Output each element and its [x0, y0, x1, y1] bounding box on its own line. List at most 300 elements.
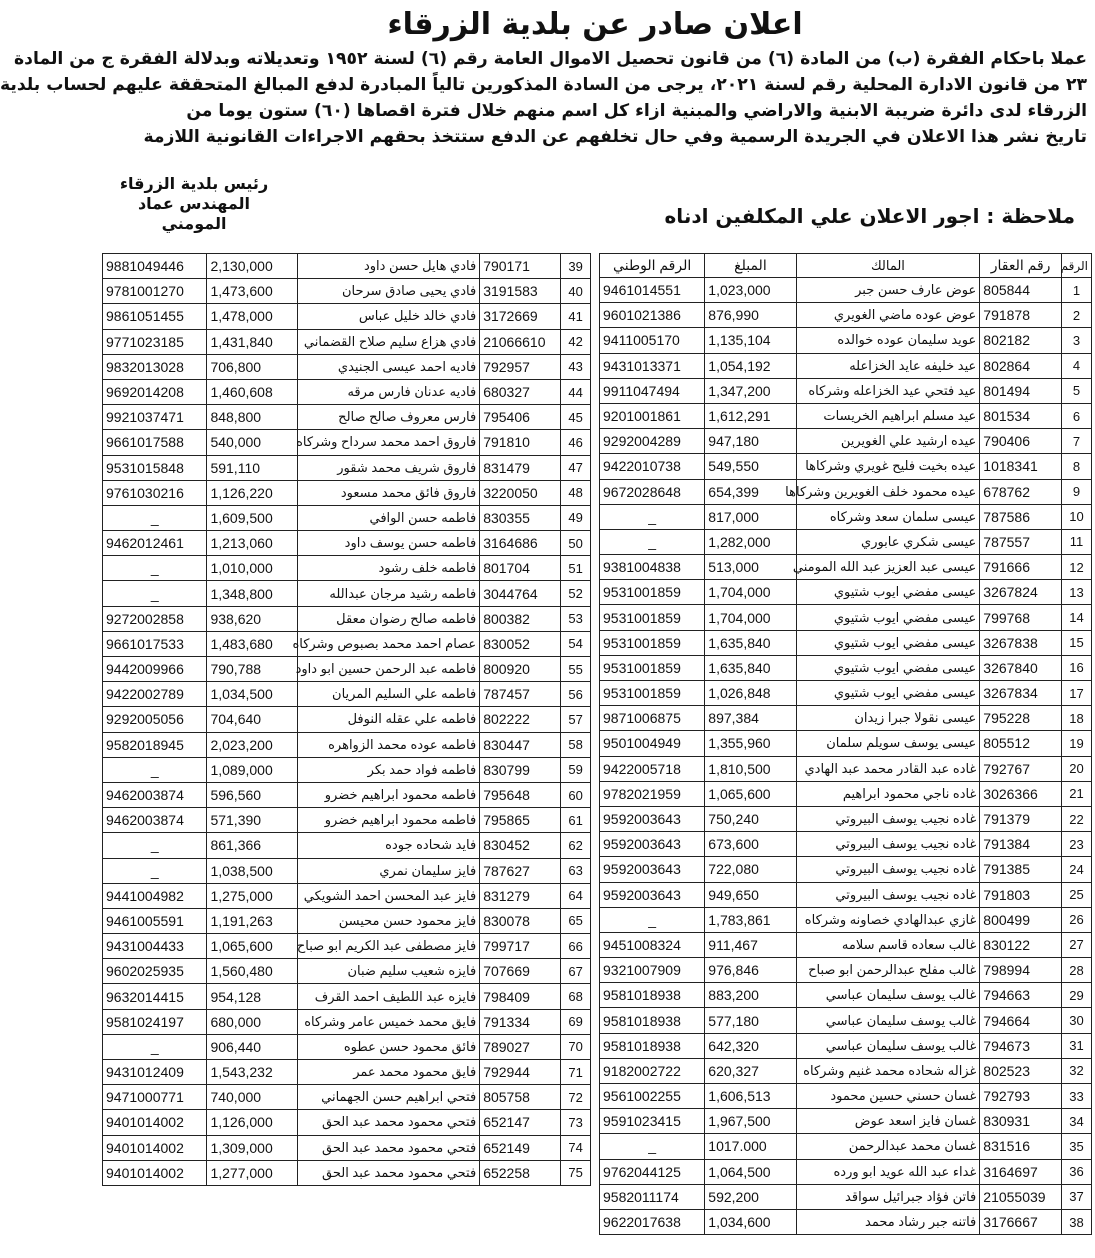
fees-note: ملاحظة : اجور الاعلان علي المكلفين ادناه [664, 204, 1075, 228]
property-number: 802864 [980, 353, 1062, 378]
national-id: 9531001859 [600, 630, 705, 655]
national-id: _ [600, 1134, 705, 1159]
table-row [600, 303, 1092, 328]
row-number: 17 [1061, 681, 1091, 706]
owner-name: غاده عبد القادر محمد عبد الهادي [796, 756, 980, 781]
national-id: 9461005591 [103, 908, 207, 933]
property-number: 652149 [480, 1135, 561, 1160]
property-number: 805844 [980, 278, 1062, 303]
row-number: 70 [561, 1034, 591, 1059]
property-number: 831516 [980, 1134, 1062, 1159]
national-id: 9781001270 [103, 279, 207, 304]
table-row [103, 279, 591, 304]
property-number: 800499 [980, 907, 1062, 932]
debtors-table-left [102, 253, 591, 1186]
national-id: 9501004949 [600, 731, 705, 756]
owner-name: فايد شحاده جوده [298, 833, 480, 858]
owner-name: عيسى مفضي ايوب شتيوي [796, 681, 980, 706]
amount-due: 1,054,192 [705, 353, 796, 378]
national-id: 9672028648 [600, 479, 705, 504]
row-number: 37 [1061, 1184, 1091, 1209]
owner-name: فايزه شعيب سليم ضبان [298, 959, 480, 984]
national-id: 9401014002 [103, 1160, 207, 1185]
owner-name: عوض عوده ماضي الغويري [796, 303, 980, 328]
owner-name: فاطمه رشيد مرجان عبدالله [298, 581, 480, 606]
owner-name: فاطمه علي السليم المريان [298, 682, 480, 707]
property-number: 798409 [480, 984, 561, 1009]
amount-due: 654,399 [705, 479, 796, 504]
owner-name: عيسى نقولا جبرا زيدان [796, 706, 980, 731]
national-id: 9782021959 [600, 781, 705, 806]
owner-name: فائق محمود حسن عطوه [298, 1034, 480, 1059]
table-row [600, 1008, 1092, 1033]
row-number: 67 [561, 959, 591, 984]
amount-due: 1,065,600 [705, 781, 796, 806]
amount-due: 596,560 [207, 782, 298, 807]
national-id: _ [600, 504, 705, 529]
row-number: 71 [561, 1060, 591, 1085]
row-number: 57 [561, 707, 591, 732]
amount-due: 1,089,000 [207, 757, 298, 782]
amount-due: 673,600 [705, 832, 796, 857]
amount-due: 1,010,000 [207, 556, 298, 581]
announcement-title: اعلان صادر عن بلدية الزرقاء [387, 7, 803, 42]
row-number: 65 [561, 908, 591, 933]
property-number: 3267838 [980, 630, 1062, 655]
row-number: 12 [1061, 555, 1091, 580]
row-number: 68 [561, 984, 591, 1009]
table-row [103, 254, 591, 279]
property-number: 787627 [480, 858, 561, 883]
row-number: 5 [1061, 378, 1091, 403]
amount-due: 1,478,000 [207, 304, 298, 329]
body-line: تاريخ نشر هذا الاعلان في الجريدة الرسمية وفي حال تخلفهم عن الدفع ستتخذ بحقهم الاجراءات القانونية اللازمة [143, 127, 1087, 147]
table-row [103, 581, 591, 606]
body-line: عملا باحكام الفقرة (ب) من المادة (٦) من قانون تحصيل الاموال العامة رقم (٦) لسنة ١٩٥٢ وتعديلاته وبدلالة الفقرة ج من المادة [14, 49, 1087, 69]
owner-name: فتحي ابراهيم حسن الجهماني [298, 1085, 480, 1110]
national-id: 9471000771 [103, 1085, 207, 1110]
amount-due: 620,327 [705, 1058, 796, 1083]
row-number: 42 [561, 329, 591, 354]
national-id: 9431013371 [600, 353, 705, 378]
table-body-right [600, 278, 1092, 1235]
row-number: 46 [561, 430, 591, 455]
announcement-body [0, 46, 1087, 150]
owner-name: غالب سعاده قاسم سلامه [796, 932, 980, 957]
property-number: 21055039 [980, 1184, 1062, 1209]
body-line: الزرقاء لدى دائرة ضريبة الابنية والاراضي والمبنية ازاء كل اسم منهم خلال فترة اقصاها (٦٠) ستون يوما من [186, 101, 1087, 121]
property-number: 3267824 [980, 580, 1062, 605]
table-row [600, 655, 1092, 680]
property-number: 795228 [980, 706, 1062, 731]
row-number: 45 [561, 405, 591, 430]
row-number: 34 [1061, 1109, 1091, 1134]
property-number: 1018341 [980, 454, 1062, 479]
owner-name: فاطمه حسن الوافي [298, 505, 480, 530]
row-number: 35 [1061, 1134, 1091, 1159]
national-id: _ [103, 581, 207, 606]
row-number: 48 [561, 480, 591, 505]
table-row [103, 782, 591, 807]
national-id: 9601021386 [600, 303, 705, 328]
owner-name: فاطمه خلف رشود [298, 556, 480, 581]
national-id: 9201001861 [600, 403, 705, 428]
table-row [103, 354, 591, 379]
owner-name: فادي هايل حسن داود [298, 254, 480, 279]
national-id: 9911047494 [600, 378, 705, 403]
amount-due: 540,000 [207, 430, 298, 455]
row-number: 56 [561, 682, 591, 707]
table-row [600, 756, 1092, 781]
national-id: 9832013028 [103, 354, 207, 379]
row-number: 72 [561, 1085, 591, 1110]
national-id: 9431004433 [103, 934, 207, 959]
table-row [103, 808, 591, 833]
property-number: 21066610 [480, 329, 561, 354]
row-number: 20 [1061, 756, 1091, 781]
table-row [600, 958, 1092, 983]
owner-name: غسان فايز اسعد عوض [796, 1109, 980, 1134]
amount-due: 938,620 [207, 606, 298, 631]
row-number: 38 [1061, 1209, 1091, 1234]
property-number: 790406 [980, 429, 1062, 454]
national-id: 9422010738 [600, 454, 705, 479]
national-id: 9581018938 [600, 1033, 705, 1058]
amount-due: 740,000 [207, 1085, 298, 1110]
national-id: 9602025935 [103, 959, 207, 984]
owner-name: غاده نجيب يوسف البيروتي [796, 882, 980, 907]
property-number: 830078 [480, 908, 561, 933]
amount-due: 1,704,000 [705, 605, 796, 630]
owner-name: غالب يوسف سليمان عباسي [796, 1008, 980, 1033]
property-number: 802182 [980, 328, 1062, 353]
property-number: 678762 [980, 479, 1062, 504]
property-number: 801494 [980, 378, 1062, 403]
table-row [600, 429, 1092, 454]
amount-due: 1,609,500 [207, 505, 298, 530]
row-number: 64 [561, 883, 591, 908]
property-number: 792793 [980, 1084, 1062, 1109]
amount-due: 1,309,000 [207, 1135, 298, 1160]
property-number: 791878 [980, 303, 1062, 328]
national-id: 9661017588 [103, 430, 207, 455]
table-row [600, 555, 1092, 580]
table-row [103, 959, 591, 984]
owner-name: عيسى مفضي ايوب شتيوي [796, 655, 980, 680]
row-number: 7 [1061, 429, 1091, 454]
property-number: 791379 [980, 806, 1062, 831]
table-row [103, 480, 591, 505]
table-row [600, 1184, 1092, 1209]
amount-due: 642,320 [705, 1033, 796, 1058]
owner-name: فاطمه عبد الرحمن حسين ابو داود [298, 657, 480, 682]
table-row [103, 1034, 591, 1059]
owner-name: غسان محمد عبدالرحمن [796, 1134, 980, 1159]
owner-name: عصام احمد محمد بصبوص وشركاه [298, 631, 480, 656]
owner-name: عيده محمود خلف الغويرين وشركاها [796, 479, 980, 504]
owner-name: عيسى سلمان سعد وشركاه [796, 504, 980, 529]
amount-due: 1,606,513 [705, 1084, 796, 1109]
property-number: 790171 [480, 254, 561, 279]
amount-due: 2,023,200 [207, 732, 298, 757]
table-row [600, 1084, 1092, 1109]
owner-name: فتحي محمود محمد عبد الحق [298, 1135, 480, 1160]
table-row [600, 706, 1092, 731]
property-number: 830052 [480, 631, 561, 656]
table-row [600, 529, 1092, 554]
property-number: 791803 [980, 882, 1062, 907]
owner-name: غاده نجيب يوسف البيروتي [796, 857, 980, 882]
owner-name: عيسى مفضي ايوب شتيوي [796, 580, 980, 605]
row-number: 29 [1061, 983, 1091, 1008]
amount-due: 1,560,480 [207, 959, 298, 984]
owner-name: غزاله شحاده محمد غنيم وشركاه [796, 1058, 980, 1083]
amount-due: 1,026,848 [705, 681, 796, 706]
row-number: 13 [1061, 580, 1091, 605]
owner-name: غسان حسني حسين محمود [796, 1084, 980, 1109]
amount-due: 1,543,232 [207, 1060, 298, 1085]
national-id: 9442009966 [103, 657, 207, 682]
owner-name: فايز سليمان نمري [298, 858, 480, 883]
owner-name: عيسى مفضي ايوب شتيوي [796, 630, 980, 655]
property-number: 830122 [980, 932, 1062, 957]
table-row [103, 858, 591, 883]
property-number: 801704 [480, 556, 561, 581]
national-id: _ [103, 833, 207, 858]
row-number: 1 [1061, 278, 1091, 303]
row-number: 58 [561, 732, 591, 757]
amount-due: 876,990 [705, 303, 796, 328]
table-row [600, 1159, 1092, 1184]
row-number: 59 [561, 757, 591, 782]
owner-name: فاتن فؤاد جبرائيل سواقد [796, 1184, 980, 1209]
amount-due: 1,277,000 [207, 1160, 298, 1185]
national-id: 9622017638 [600, 1209, 705, 1234]
table-row [600, 832, 1092, 857]
row-number: 40 [561, 279, 591, 304]
owner-name: غازي عبدالهادي خصاونه وشركاه [796, 907, 980, 932]
national-id: 9581018938 [600, 983, 705, 1008]
table-row [600, 278, 1092, 303]
amount-due: 1017.000 [705, 1134, 796, 1159]
table-row [103, 556, 591, 581]
property-number: 707669 [480, 959, 561, 984]
table-row [103, 1060, 591, 1085]
national-id: 9422005718 [600, 756, 705, 781]
property-number: 830447 [480, 732, 561, 757]
national-id: 9531001859 [600, 580, 705, 605]
row-number: 36 [1061, 1159, 1091, 1184]
owner-name: فايز عبد المحسن احمد الشويكي [298, 883, 480, 908]
table-body-left [103, 254, 591, 1186]
header-national-id: الرقم الوطني [600, 254, 705, 278]
row-number: 16 [1061, 655, 1091, 680]
amount-due: 1,064,500 [705, 1159, 796, 1184]
table-row [103, 1009, 591, 1034]
amount-due: 1,034,600 [705, 1209, 796, 1234]
national-id: 9592003643 [600, 857, 705, 882]
amount-due: 1,135,104 [705, 328, 796, 353]
property-number: 3267834 [980, 681, 1062, 706]
amount-due: 906,440 [207, 1034, 298, 1059]
national-id: 9592003643 [600, 806, 705, 831]
national-id: 9462012461 [103, 531, 207, 556]
amount-due: 1,126,220 [207, 480, 298, 505]
row-number: 63 [561, 858, 591, 883]
amount-due: 1,967,500 [705, 1109, 796, 1134]
body-line: ٢٣ من قانون الادارة المحلية رقم لسنة ٢٠٢١، يرجى من السادة المذكورين تالياً المبادرة لدفع المبالغ المتحققة عليهم لحساب بلدية [0, 75, 1087, 95]
table-row [600, 1033, 1092, 1058]
row-number: 47 [561, 455, 591, 480]
row-number: 9 [1061, 479, 1091, 504]
property-number: 3191583 [480, 279, 561, 304]
owner-name: عيسى يوسف سويلم سلمان [796, 731, 980, 756]
amount-due: 750,240 [705, 806, 796, 831]
national-id: 9581024197 [103, 1009, 207, 1034]
amount-due: 1,355,960 [705, 731, 796, 756]
national-id: 9321007909 [600, 958, 705, 983]
row-number: 33 [1061, 1084, 1091, 1109]
owner-name: فايز مصطفى عبد الكريم ابو صباح [298, 934, 480, 959]
table-row [103, 631, 591, 656]
amount-due: 1,191,263 [207, 908, 298, 933]
table-row [103, 329, 591, 354]
national-id: _ [103, 757, 207, 782]
property-number: 831279 [480, 883, 561, 908]
owner-name: فاطمه محمود ابراهيم خضرو [298, 808, 480, 833]
property-number: 791666 [980, 555, 1062, 580]
table-row [600, 1058, 1092, 1083]
table-row [600, 454, 1092, 479]
table-row [600, 983, 1092, 1008]
property-number: 830931 [980, 1109, 1062, 1134]
table-row [600, 907, 1092, 932]
property-number: 3172669 [480, 304, 561, 329]
row-number: 27 [1061, 932, 1091, 957]
row-number: 62 [561, 833, 591, 858]
owner-name: فاروق احمد محمد سرداح وشركاه [298, 430, 480, 455]
amount-due: 1,783,861 [705, 907, 796, 932]
table-row [103, 531, 591, 556]
national-id: _ [103, 505, 207, 530]
row-number: 2 [1061, 303, 1091, 328]
owner-name: فارس معروف صالح صالح [298, 405, 480, 430]
row-number: 69 [561, 1009, 591, 1034]
row-number: 73 [561, 1110, 591, 1135]
table-row [600, 857, 1092, 882]
property-number: 795865 [480, 808, 561, 833]
property-number: 805758 [480, 1085, 561, 1110]
row-number: 30 [1061, 1008, 1091, 1033]
property-number: 3164697 [980, 1159, 1062, 1184]
amount-due: 976,846 [705, 958, 796, 983]
amount-due: 1,635,840 [705, 630, 796, 655]
row-number: 28 [1061, 958, 1091, 983]
header-property: رقم العقار [980, 254, 1062, 278]
row-number: 10 [1061, 504, 1091, 529]
owner-name: عيسى شكري عابوري [796, 529, 980, 554]
amount-due: 1,460,608 [207, 379, 298, 404]
national-id: 9381004838 [600, 555, 705, 580]
amount-due: 513,000 [705, 555, 796, 580]
property-number: 791334 [480, 1009, 561, 1034]
national-id: _ [103, 556, 207, 581]
row-number: 8 [1061, 454, 1091, 479]
national-id: 9431012409 [103, 1060, 207, 1085]
owner-name: فايق محمود محمد عمر [298, 1060, 480, 1085]
row-number: 66 [561, 934, 591, 959]
property-number: 795648 [480, 782, 561, 807]
national-id: 9661017533 [103, 631, 207, 656]
table-row [103, 934, 591, 959]
amount-due: 848,800 [207, 405, 298, 430]
table-row [103, 455, 591, 480]
table-row [103, 405, 591, 430]
row-number: 60 [561, 782, 591, 807]
national-id: 9591023415 [600, 1109, 705, 1134]
amount-due: 722,080 [705, 857, 796, 882]
national-id: 9401014002 [103, 1110, 207, 1135]
national-id: 9771023185 [103, 329, 207, 354]
amount-due: 1,213,060 [207, 531, 298, 556]
owner-name: عويد سليمان عوده خوالده [796, 328, 980, 353]
amount-due: 1,347,200 [705, 378, 796, 403]
row-number: 26 [1061, 907, 1091, 932]
national-id: 9441004982 [103, 883, 207, 908]
national-id: 9692014208 [103, 379, 207, 404]
row-number: 21 [1061, 781, 1091, 806]
owner-name: عيد خليفه عايد الخزاعله [796, 353, 980, 378]
table-row [600, 1134, 1092, 1159]
table-row [103, 505, 591, 530]
property-number: 3176667 [980, 1209, 1062, 1234]
row-number: 75 [561, 1160, 591, 1185]
owner-name: فاطمه فواد حمد بكر [298, 757, 480, 782]
amount-due: 591,110 [207, 455, 298, 480]
national-id: 9921037471 [103, 405, 207, 430]
amount-due: 571,390 [207, 808, 298, 833]
table-row [600, 630, 1092, 655]
row-number: 6 [1061, 403, 1091, 428]
table-row [600, 731, 1092, 756]
table-row [103, 833, 591, 858]
property-number: 805512 [980, 731, 1062, 756]
amount-due: 1,126,000 [207, 1110, 298, 1135]
row-number: 22 [1061, 806, 1091, 831]
national-id: 9411005170 [600, 328, 705, 353]
owner-name: فاطمه محمود ابراهيم خضرو [298, 782, 480, 807]
amount-due: 897,384 [705, 706, 796, 731]
table-row [600, 353, 1092, 378]
row-number: 52 [561, 581, 591, 606]
amount-due: 549,550 [705, 454, 796, 479]
amount-due: 2,130,000 [207, 254, 298, 279]
owner-name: غالب مفلح عبدالرحمن ابو صباح [796, 958, 980, 983]
owner-name: فاطمه حسن يوسف داود [298, 531, 480, 556]
national-id: 9422002789 [103, 682, 207, 707]
owner-name: غالب يوسف سليمان عباسي [796, 1033, 980, 1058]
table-row [103, 883, 591, 908]
row-number: 54 [561, 631, 591, 656]
table-row [600, 781, 1092, 806]
amount-due: 1,473,600 [207, 279, 298, 304]
table-header-row [600, 254, 1092, 278]
table-row [103, 606, 591, 631]
table-row [600, 403, 1092, 428]
table-row [103, 430, 591, 455]
national-id: 9592003643 [600, 832, 705, 857]
row-number: 14 [1061, 605, 1091, 630]
